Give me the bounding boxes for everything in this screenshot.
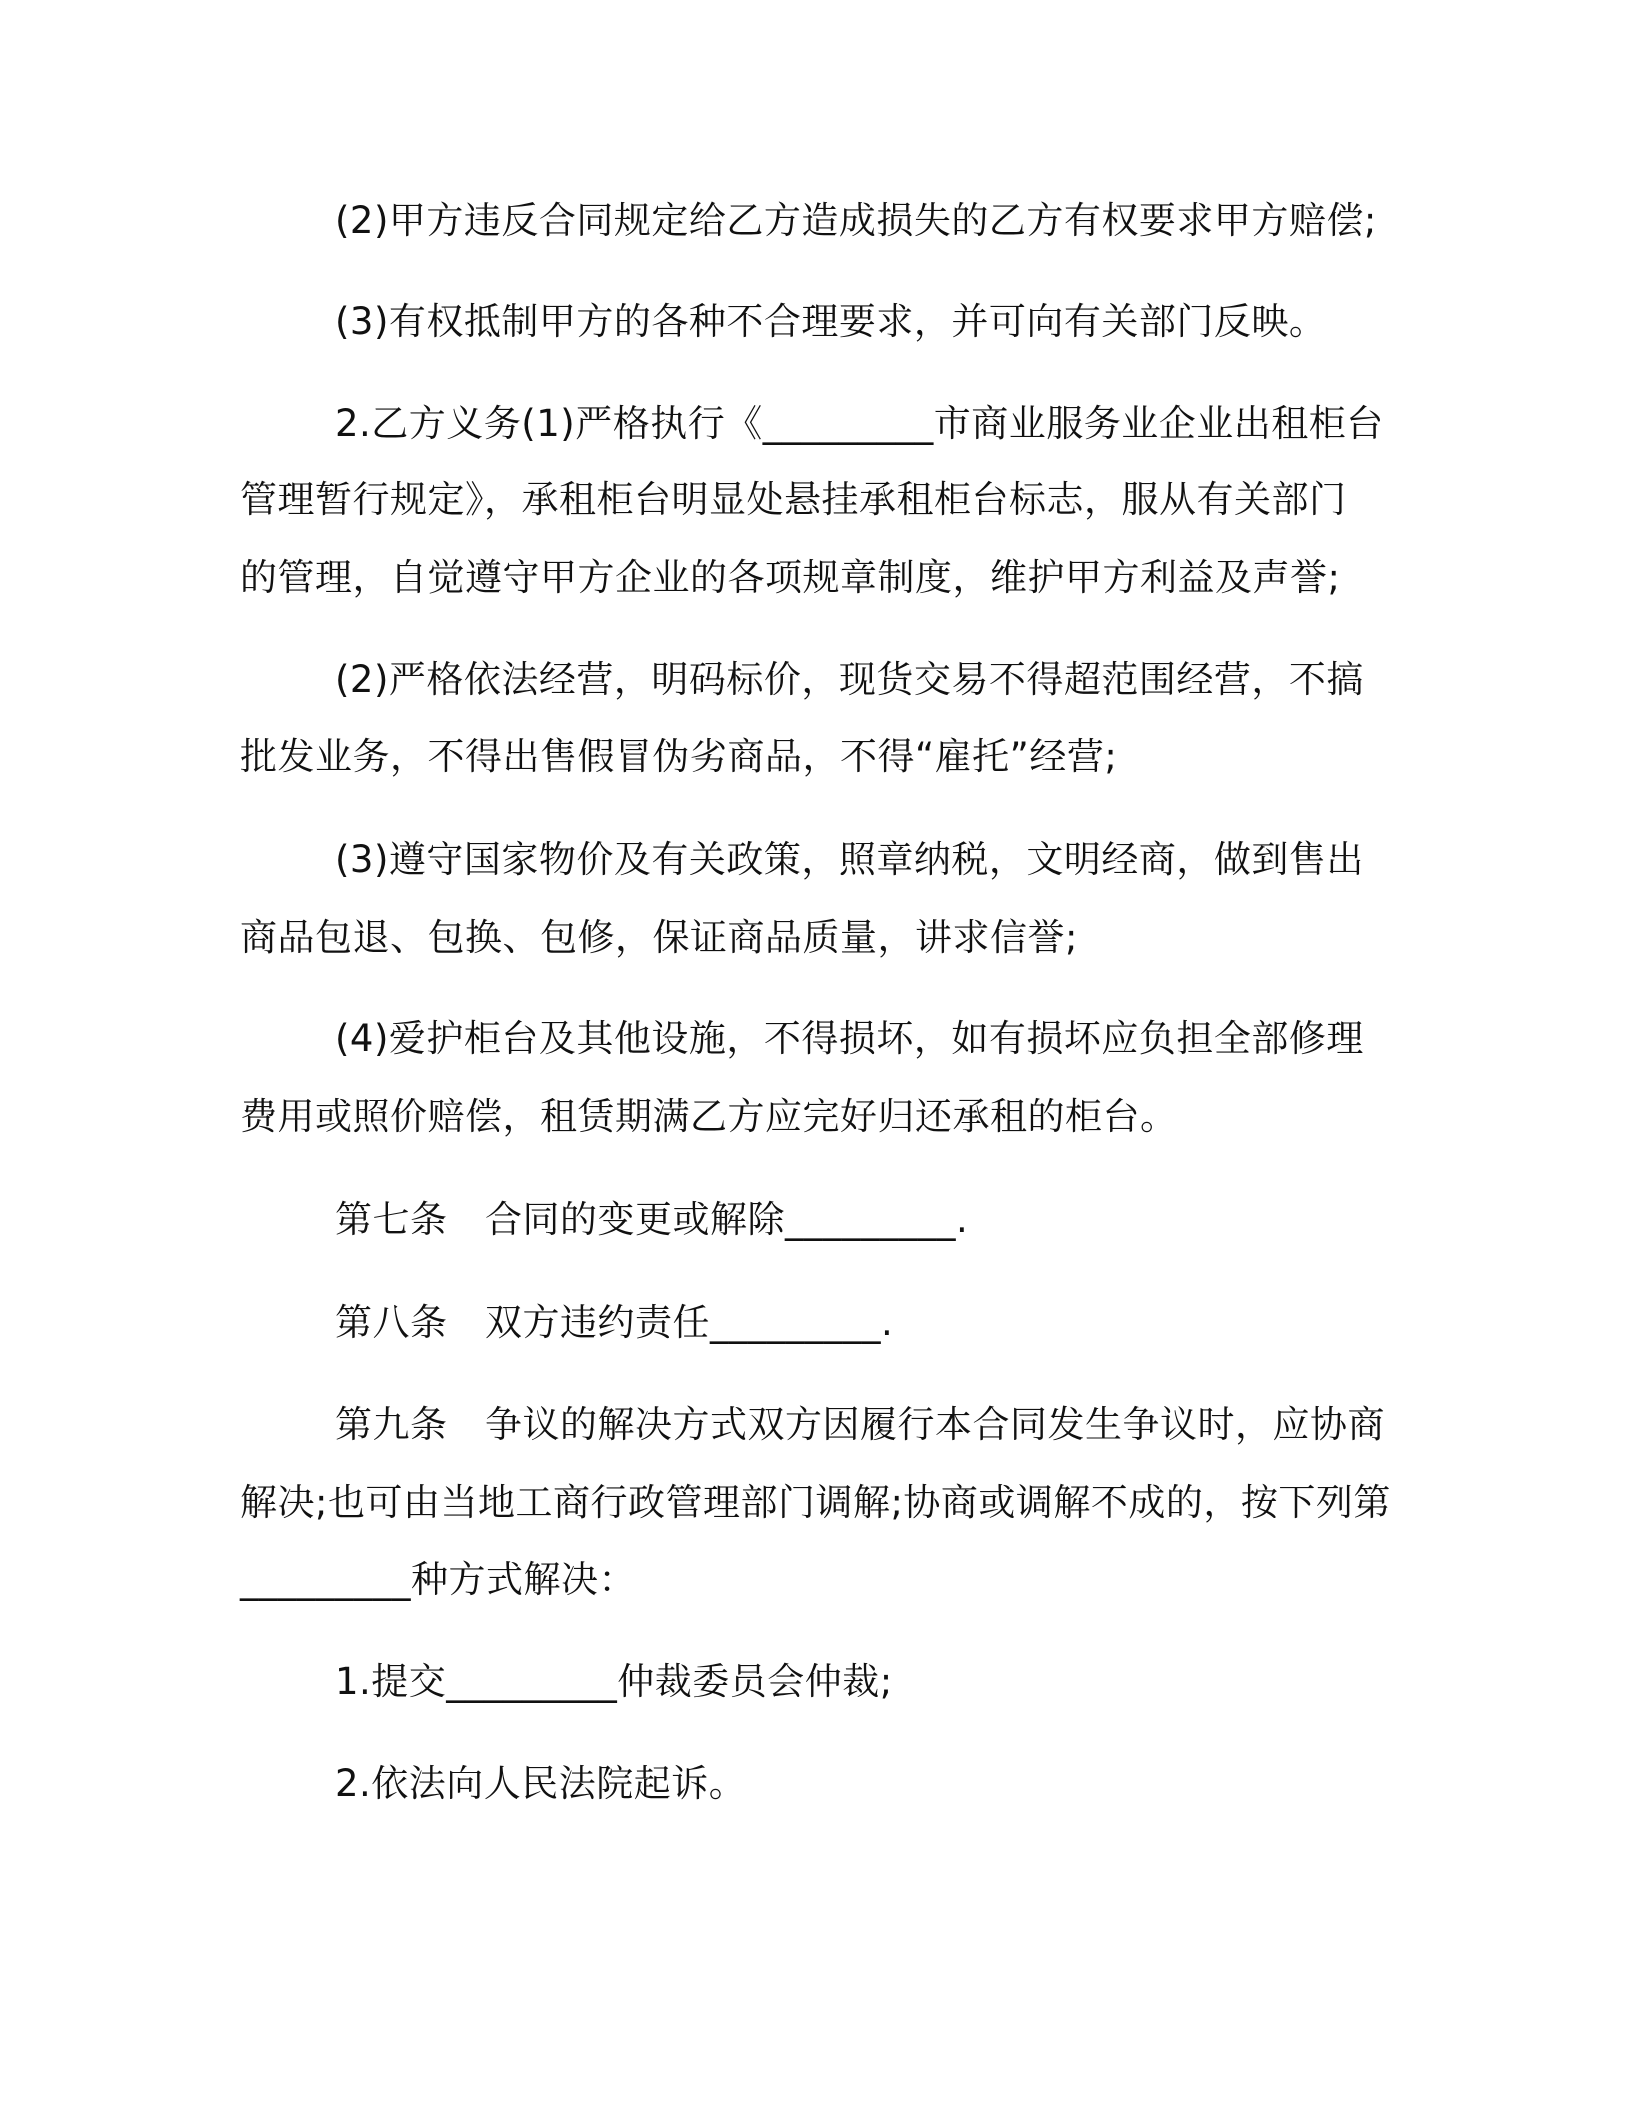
paragraph-line: (2)严格依法经营，明码标价，现货交易不得超范围经营，不搞: [335, 658, 1364, 701]
paragraph-line: 商品包退、包换、包修，保证商品质量，讲求信誉;: [240, 916, 1078, 959]
option-2-line: 2.依法向人民法院起诉。: [335, 1762, 747, 1805]
paragraph-line: 解决;也可由当地工商行政管理部门调解;协商或调解不成的，按下列第: [240, 1481, 1391, 1524]
paragraph-line: (2)甲方违反合同规定给乙方造成损失的乙方有权要求甲方赔偿;: [335, 199, 1377, 242]
paragraph-line: (3)有权抵制甲方的各种不合理要求，并可向有关部门反映。: [335, 300, 1327, 343]
paragraph-line: 管理暂行规定》，承租柜台明显处悬挂承租柜台标志，服从有关部门: [240, 478, 1347, 521]
article-8-line: 第八条 双方违约责任_________.: [335, 1301, 894, 1344]
paragraph-line: 批发业务，不得出售假冒伪劣商品，不得“雇托”经营;: [240, 735, 1118, 778]
option-1-line: 1.提交_________仲裁委员会仲裁;: [335, 1660, 893, 1703]
paragraph-line: _________种方式解决：: [240, 1558, 636, 1601]
paragraph-line: 2.乙方义务(1)严格执行《_________市商业服务业企业出租柜台: [335, 402, 1384, 445]
article-9-line: 第九条 争议的解决方式双方因履行本合同发生争议时，应协商: [335, 1403, 1385, 1446]
article-7-line: 第七条 合同的变更或解除_________.: [335, 1198, 969, 1241]
paragraph-line: 的管理，自觉遵守甲方企业的各项规章制度，维护甲方利益及声誉;: [240, 556, 1341, 599]
paragraph-line: (3)遵守国家物价及有关政策，照章纳税，文明经商，做到售出: [335, 838, 1364, 881]
paragraph-line: 费用或照价赔偿，租赁期满乙方应完好归还承租的柜台。: [240, 1095, 1178, 1138]
paragraph-line: (4)爱护柜台及其他设施，不得损坏，如有损坏应负担全部修理: [335, 1017, 1364, 1060]
